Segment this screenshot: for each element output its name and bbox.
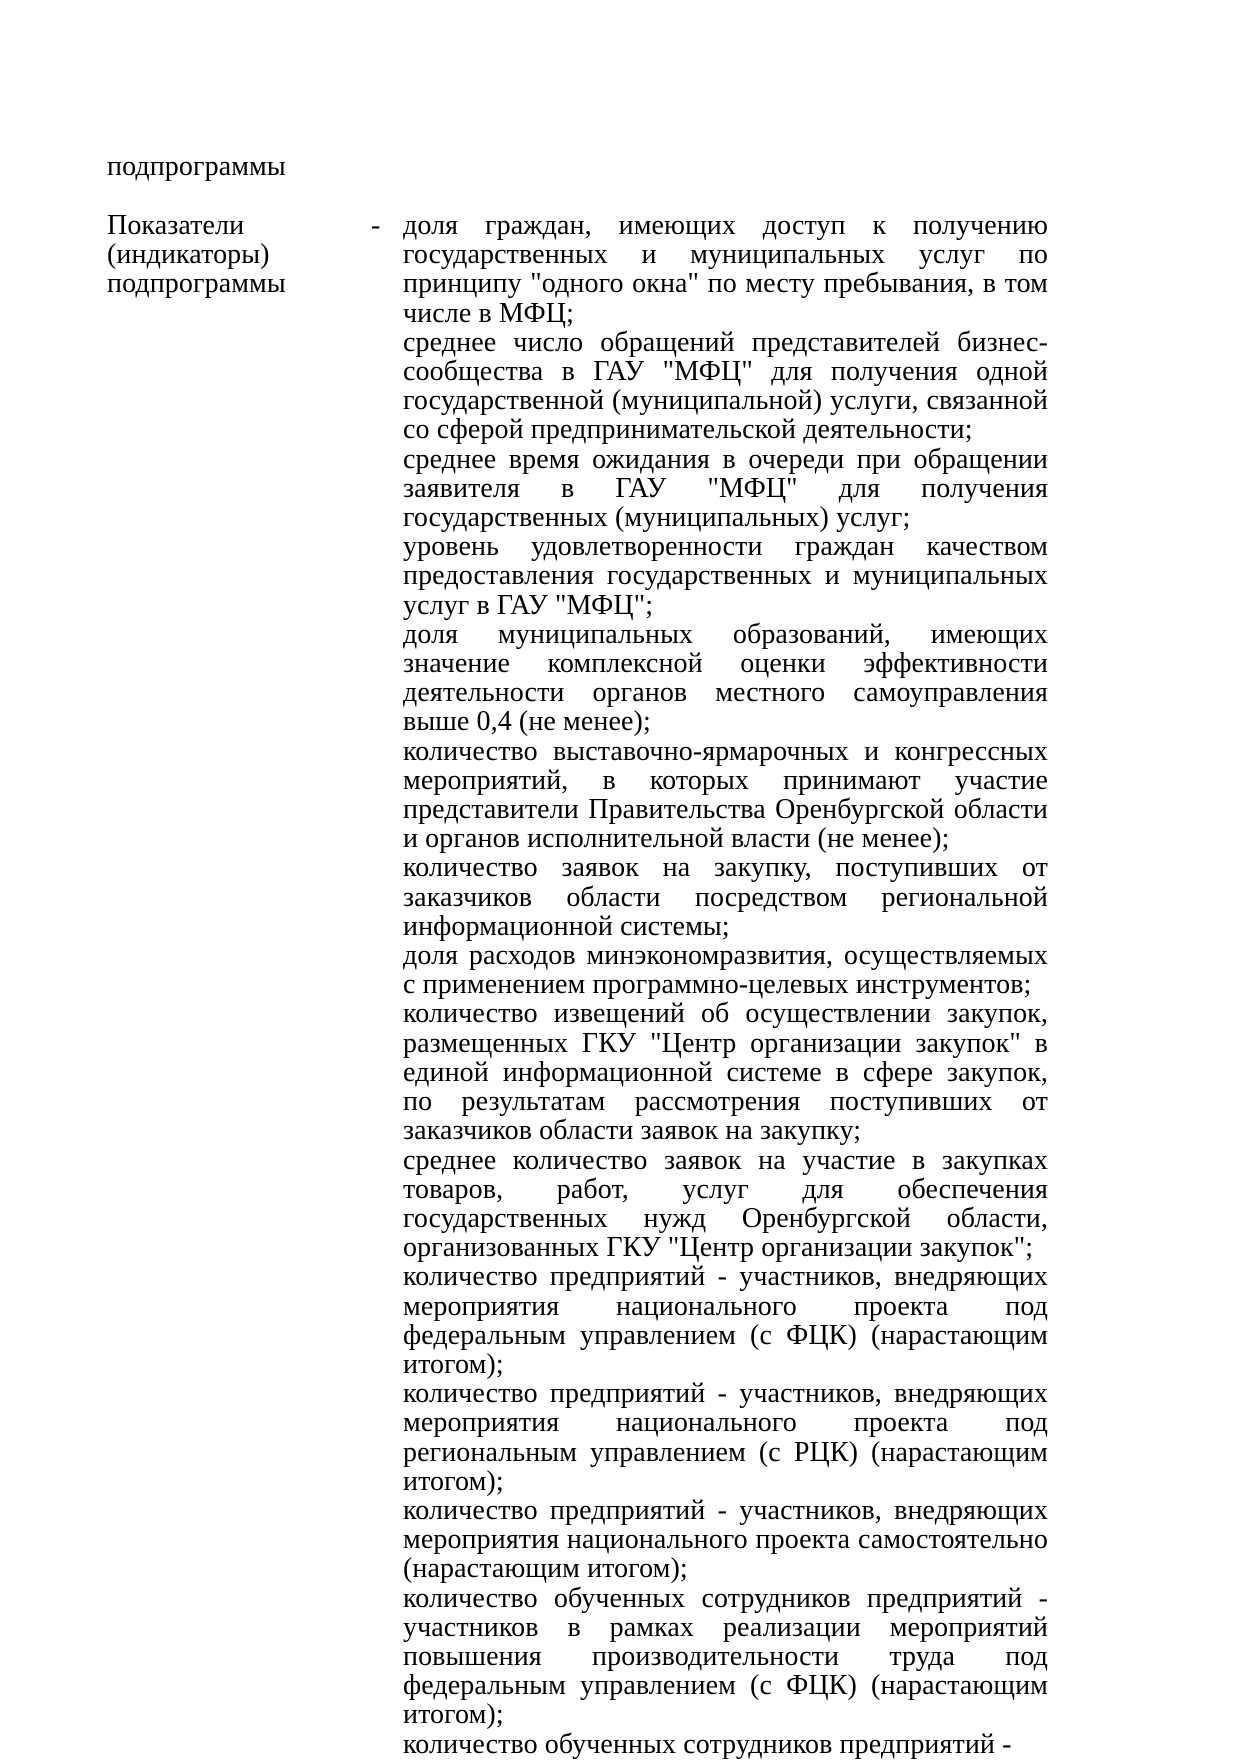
indicator-item: доля расходов минэкономразвития, осуществляемых с применением программно-целевых инструментов;	[403, 940, 1048, 1001]
indicator-item: количество обученных сотрудников предприятий -	[403, 1728, 1012, 1760]
indicator-item: среднее число обращений представителей бизнес-сообщества в ГАУ "МФЦ" для получения одной государственной (муниципальной) услуги, связанной со сферой предпринимательской деятельности;	[403, 326, 1048, 446]
indicator-item: количество выставочно-ярмарочных и конгрессных мероприятий, в которых принимают участие представители Правительства Оренбургской области и органов исполнительной власти (не менее);	[403, 735, 1048, 855]
indicator-item: количество заявок на закупку, поступивших от заказчиков области посредством региональной информационной системы;	[403, 852, 1048, 942]
indicator-item: доля муниципальных образований, имеющих значение комплексной оценки эффективности деятельности органов местного самоуправления выше 0,4 (не менее);	[403, 618, 1048, 738]
indicator-item: количество обученных сотрудников предприятий - участников в рамках реализации мероприятий повышения производительности труда под федеральным управлением (с ФЦК) (нарастающим итогом);	[403, 1582, 1048, 1731]
indicator-item: количество предприятий - участников, внедряющих мероприятия национального проекта под региональным управлением (с РЦК) (нарастающим итогом);	[403, 1378, 1048, 1497]
indicator-item: среднее время ожидания в очереди при обращении заявителя в ГАУ "МФЦ" для получения государственных (муниципальных) услуг;	[403, 443, 1048, 534]
indicator-item: количество извещений об осуществлении закупок, размещенных ГКУ "Центр организации закупок" в единой информационной системе в сфере закупок, по результатам рассмотрения поступивших от заказчиков области заявок на закупку;	[403, 998, 1048, 1147]
label-subprogram-continuation: подпрограммы	[107, 151, 286, 182]
indicator-list	[403, 211, 1048, 1759]
indicator-item: среднее количество заявок на участие в закупках товаров, работ, услуг для обеспечения государственных нужд Оренбургской области, организованных ГКУ "Центр организации закупок";	[403, 1144, 1048, 1264]
indicator-item: уровень удовлетворенности граждан качеством предоставления государственных и муниципальных услуг в ГАУ "МФЦ";	[403, 531, 1048, 621]
indicator-item: доля граждан, имеющих доступ к получению государственных и муниципальных услуг по принципу "одного окна" по месту пребывания, в том числе в МФЦ;	[403, 210, 1048, 329]
indicator-item: количество предприятий - участников, внедряющих мероприятия национального проекта самостоятельно (нарастающим итогом);	[403, 1494, 1048, 1585]
indicator-item: количество предприятий - участников, внедряющих мероприятия национального проекта под федеральным управлением (с ФЦК) (нарастающим итогом);	[403, 1261, 1048, 1380]
label-indicators: Показатели (индикаторы) подпрограммы	[107, 210, 286, 300]
list-dash: -	[371, 210, 381, 241]
